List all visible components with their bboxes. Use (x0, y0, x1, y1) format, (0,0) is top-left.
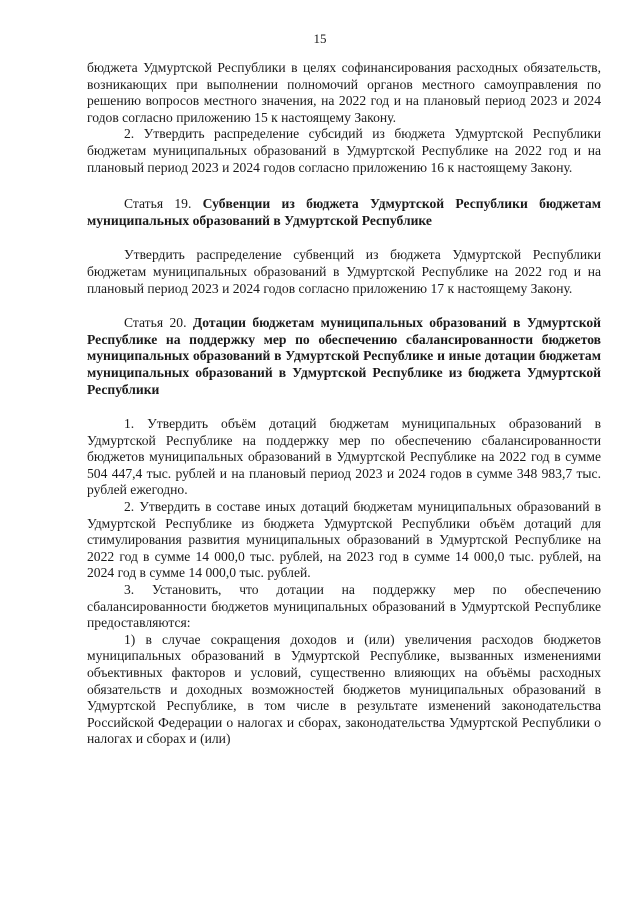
article18-item2: 2. Утвердить распределение субсидий из бюджета Удмуртской Республики бюджетам муниципальных образований в Удмуртской Республике на 2022 год и на плановый период 2023 и 2024 годов согласно приложению 16 к настоящему Закону. (87, 126, 601, 175)
article19-text: Утвердить распределение субвенций из бюджета Удмуртской Республики бюджетам муниципальных образований в Удмуртской Республике на 2022 год и на плановый период 2023 и 2024 годов согласно приложению 17 к настоящему Закону. (87, 247, 601, 296)
article19-label: Статья 19. (124, 196, 192, 212)
article19-heading (87, 196, 601, 229)
article20-item2: 2. Утвердить в составе иных дотаций бюджетам муниципальных образований в Удмуртской Республике из бюджета Удмуртской Республики объём дотаций для стимулирования развития муниципальных образований в Удмуртской Республике на 2022 год в сумме 14 000,0 тыс. рублей, на 2023 год в сумме 14 000,0 тыс. рублей, на 2024 год в сумме 14 000,0 тыс. рублей. (87, 499, 601, 581)
article20-item3-subitem1: 1) в случае сокращения доходов и (или) увеличения расходов бюджетов муниципальных образований в Удмуртской Республике, вызванных изменениями объективных факторов и условий, существенно влияющих на объёмы расходных обязательств и доходных возможностей бюджетов муниципальных образований в Удмуртской Республике, в том числе в результате изменений законодательства Российской Федерации о налогах и сборах, законодательства Удмуртской Республики о налогах и сборах и (или) (87, 631, 601, 747)
intro-paragraph: бюджета Удмуртской Республики в целях софинансирования расходных обязательств, возникающих при выполнении полномочий органов местного самоуправления по решению вопросов местного значения, на 2022 год и на плановый период 2023 и 2024 годов согласно приложению 15 к настоящему Закону. (87, 60, 601, 125)
article20-item1: 1. Утвердить объём дотаций бюджетам муниципальных образований в Удмуртской Республике на поддержку мер по обеспечению сбалансированности бюджетов муниципальных образований в Удмуртской Республике на 2022 год в сумме 504 447,4 тыс. рублей и на плановый период 2023 и 2024 годов в сумме 348 983,7 тыс. рублей ежегодно. (87, 416, 601, 498)
page-number: 15 (313, 31, 327, 46)
article20-title: Дотации бюджетам муниципальных образований в Удмуртской Республике на поддержку мер по обеспечению сбалансированности бюджетов муниципальных образований в Удмуртской Республике и иные дотации бюджетам муниципальных образований в Удмуртской Республике из бюджета Удмуртской Республики (87, 315, 601, 397)
page-content (87, 60, 601, 748)
article20-heading (87, 315, 601, 398)
article20-label: Статья 20. (124, 315, 187, 331)
article20-item3: 3. Установить, что дотации на поддержку мер по обеспечению сбалансированности бюджетов муниципальных образований в Удмуртской Республике предоставляются: (87, 582, 601, 631)
article19-title: Субвенции из бюджета Удмуртской Республики бюджетам муниципальных образований в Удмуртской Республике (87, 196, 601, 228)
